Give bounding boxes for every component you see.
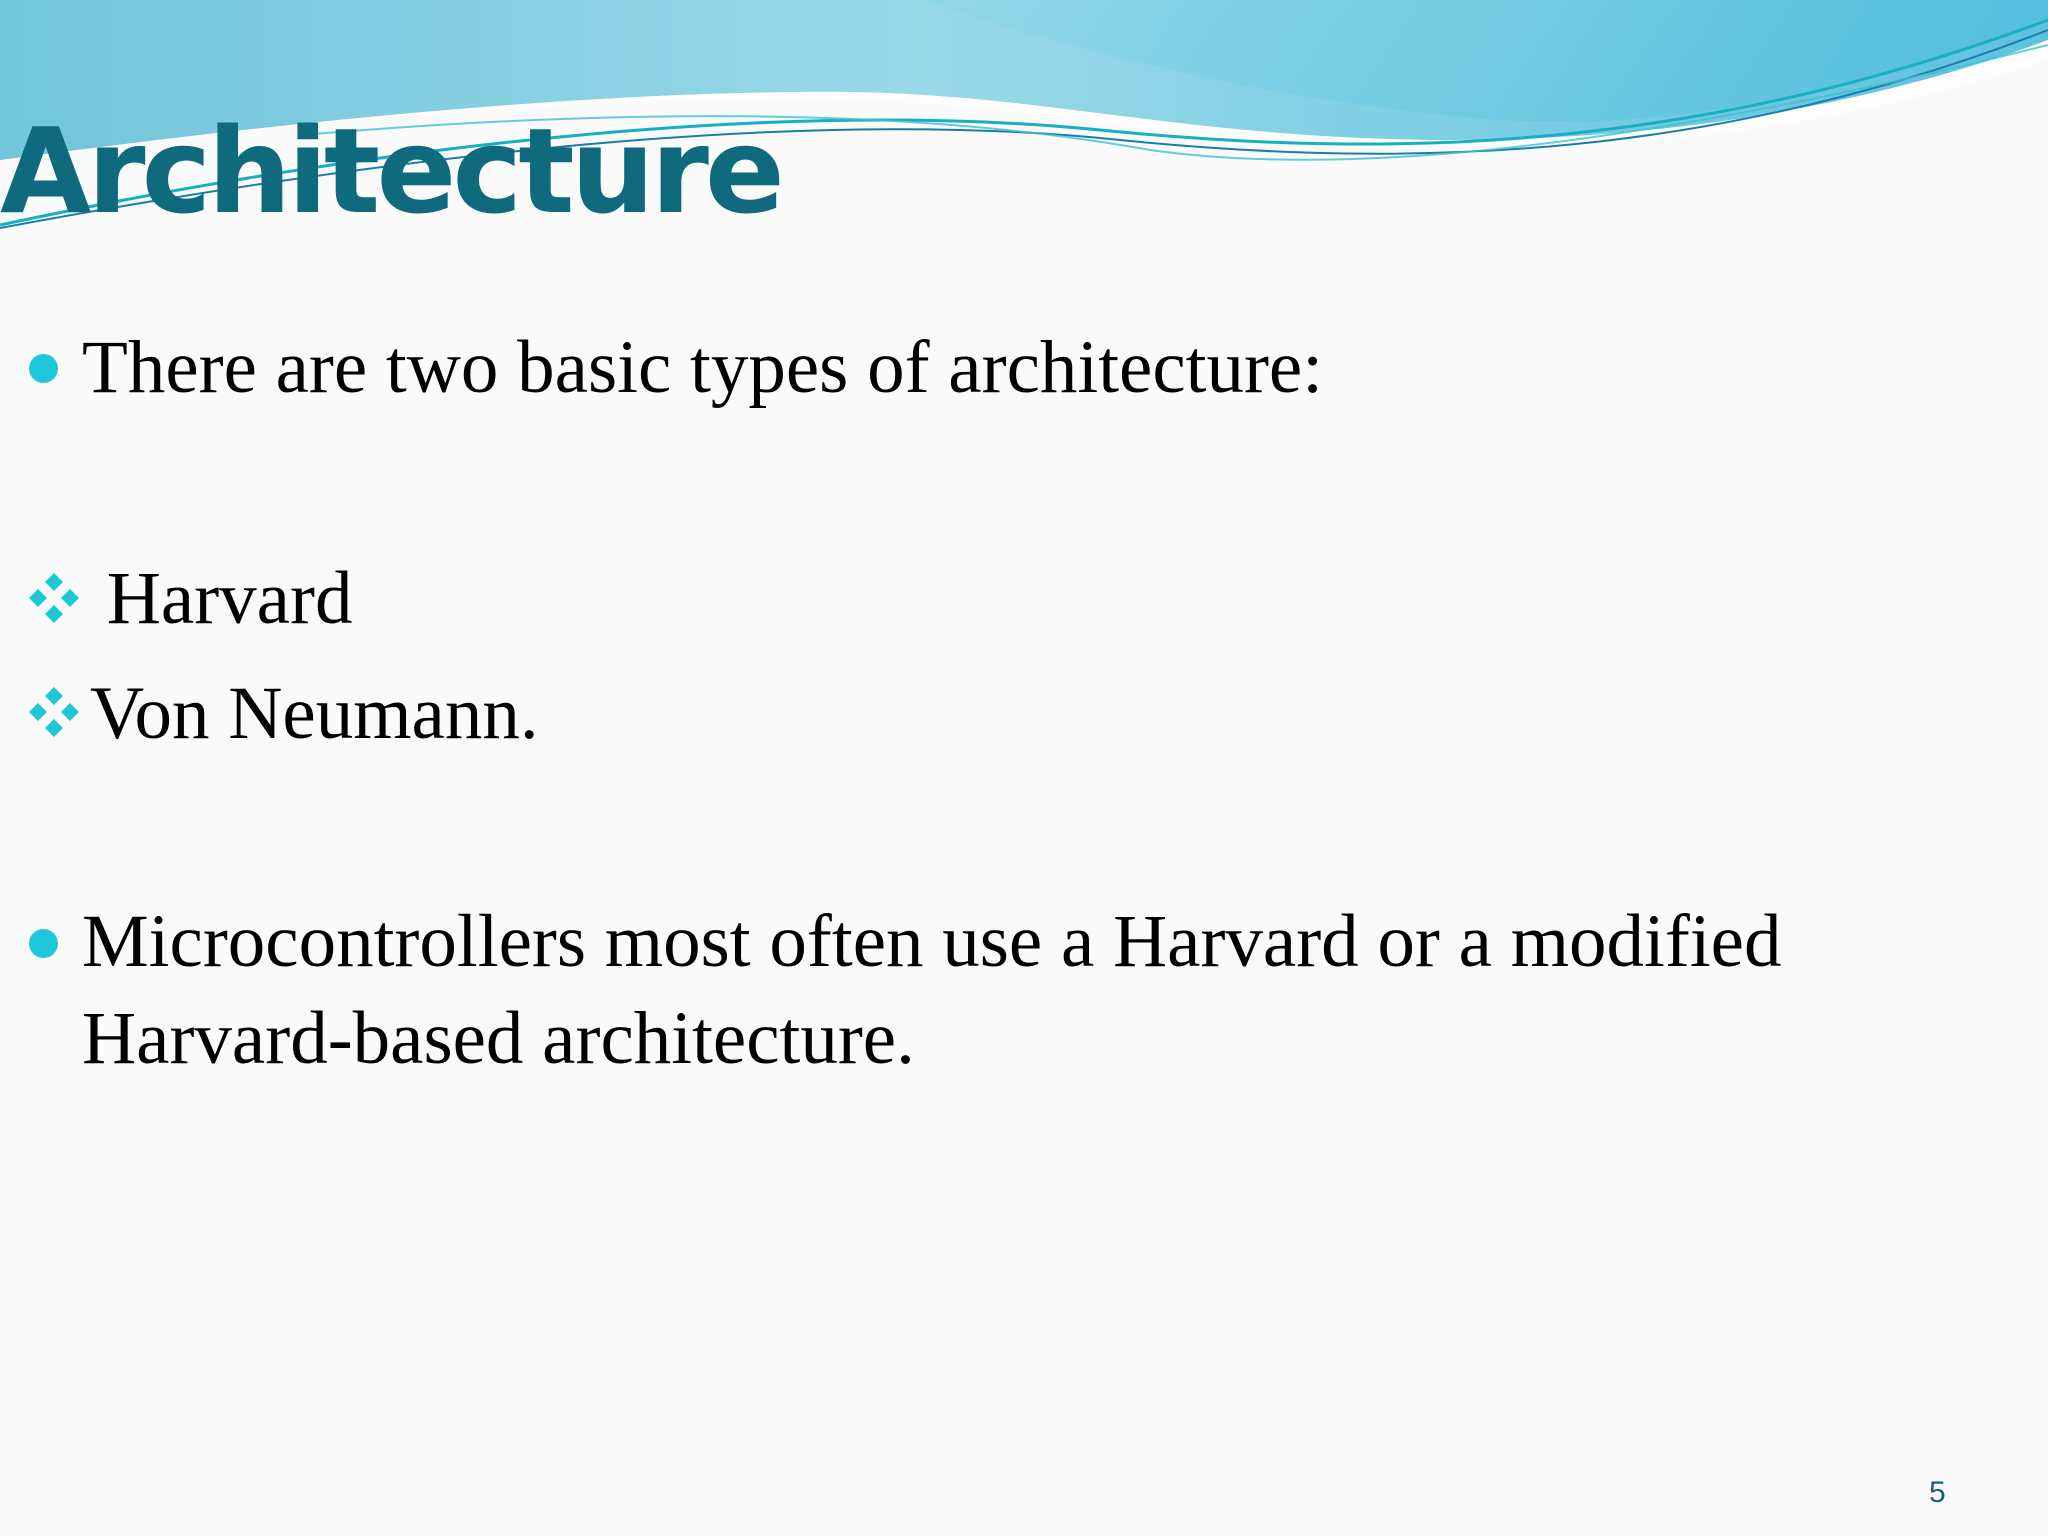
four-diamond-bullet-icon bbox=[27, 685, 81, 739]
circle-bullet-icon bbox=[29, 354, 58, 383]
bullet-item: Microcontrollers most often use a Harvard or a modified bbox=[82, 900, 1782, 983]
bullet-item: There are two basic types of architecture: bbox=[82, 326, 1324, 409]
sub-bullet-item: Harvard bbox=[88, 557, 353, 640]
four-diamond-bullet-icon bbox=[27, 571, 81, 625]
bullet-item-continuation: Harvard-based architecture. bbox=[82, 997, 915, 1080]
sub-bullet-item: Von Neumann. bbox=[90, 672, 539, 755]
page-number: 5 bbox=[1929, 1476, 1946, 1509]
circle-bullet-icon bbox=[29, 929, 58, 958]
slide-title: Architecture bbox=[0, 102, 781, 240]
